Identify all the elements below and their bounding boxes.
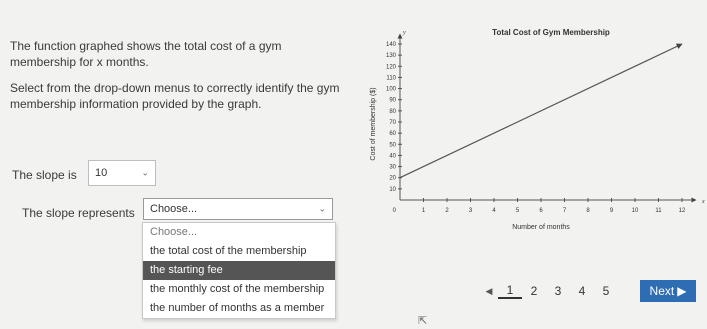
chevron-down-icon: ⌄ xyxy=(141,167,149,178)
x-tick-label: 8 xyxy=(586,208,590,214)
y-tick-label: 100 xyxy=(385,86,396,93)
y-tick-label: 70 xyxy=(389,120,396,126)
dropdown-option-choose[interactable]: Choose... xyxy=(150,226,198,238)
x-tick-label: 2 xyxy=(445,208,449,214)
triangle-left-icon[interactable]: ◀ xyxy=(485,285,493,296)
represents-dropdown-value: Choose... xyxy=(150,203,198,215)
page-2-button[interactable]: 2 xyxy=(530,284,538,298)
dropdown-option-total-cost[interactable]: the total cost of the membership xyxy=(150,245,307,257)
y-tick-label: 20 xyxy=(389,175,396,182)
page-5-button[interactable]: 5 xyxy=(602,284,610,298)
x-tick-label: 3 xyxy=(468,208,473,214)
next-button[interactable] xyxy=(640,280,696,302)
y-tick-label: 10 xyxy=(389,186,396,193)
y-tick-label: 50 xyxy=(389,142,396,149)
x-tick-label: 9 xyxy=(609,208,614,214)
x-axis-letter: x xyxy=(702,199,705,205)
x-axis-label: Number of months xyxy=(512,224,570,231)
next-button-label: Next xyxy=(649,284,675,298)
x-tick-label: 12 xyxy=(678,208,686,214)
x-tick-label: 5 xyxy=(515,208,520,214)
cost-line-chart xyxy=(360,22,705,242)
y-tick-label: 130 xyxy=(385,53,396,60)
triangle-right-icon: ▶ xyxy=(677,284,687,298)
dropdown-option-starting-fee[interactable]: the starting fee xyxy=(143,261,335,280)
y-tick-label: 30 xyxy=(389,164,396,171)
x-tick-label: 4 xyxy=(492,208,496,214)
y-axis-label: Cost of membership ($) xyxy=(370,87,377,161)
dropdown-option-number-of-months[interactable]: the number of months as a member xyxy=(150,302,325,314)
y-tick-label: 120 xyxy=(385,64,396,71)
x-tick-label: 7 xyxy=(562,208,567,214)
series-line xyxy=(400,44,682,178)
represents-dropdown-menu xyxy=(142,222,336,319)
mouse-pointer-icon: ⇱ xyxy=(418,315,428,327)
question-text: The function graphed shows the total cost of a gym membership for x months. xyxy=(10,39,282,69)
x-tick-label: 10 xyxy=(631,208,639,214)
x-tick-label: 11 xyxy=(655,208,662,214)
pagination xyxy=(480,281,618,301)
slope-dropdown-value: 10 xyxy=(95,167,108,179)
page-1-button[interactable]: 1 xyxy=(498,283,522,299)
y-tick-label: 60 xyxy=(389,131,396,138)
y-tick-label: 140 xyxy=(385,42,396,48)
y-tick-label: 90 xyxy=(389,97,396,104)
origin-label: 0 xyxy=(392,208,396,214)
y-tick-label: 80 xyxy=(389,108,396,115)
slope-dropdown[interactable] xyxy=(88,160,156,186)
dropdown-option-monthly-cost[interactable]: the monthly cost of the membership xyxy=(150,283,325,295)
page-3-button[interactable]: 3 xyxy=(554,284,562,298)
chart-title: Total Cost of Gym Membership xyxy=(492,28,610,37)
instruction-text: Select from the drop-down menus to correctly identify the gym membership information provided by the graph. xyxy=(10,81,340,111)
represents-dropdown[interactable] xyxy=(143,198,333,220)
y-tick-label: 40 xyxy=(389,153,396,160)
represents-label: The slope represents xyxy=(22,206,135,220)
y-axis-letter: y xyxy=(403,30,406,36)
y-tick-label: 110 xyxy=(386,75,396,82)
x-tick-label: 1 xyxy=(421,208,426,214)
slope-label: The slope is xyxy=(12,168,77,182)
chevron-down-icon: ⌄ xyxy=(318,203,326,214)
x-tick-label: 6 xyxy=(539,208,543,214)
page-4-button[interactable]: 4 xyxy=(578,284,586,298)
